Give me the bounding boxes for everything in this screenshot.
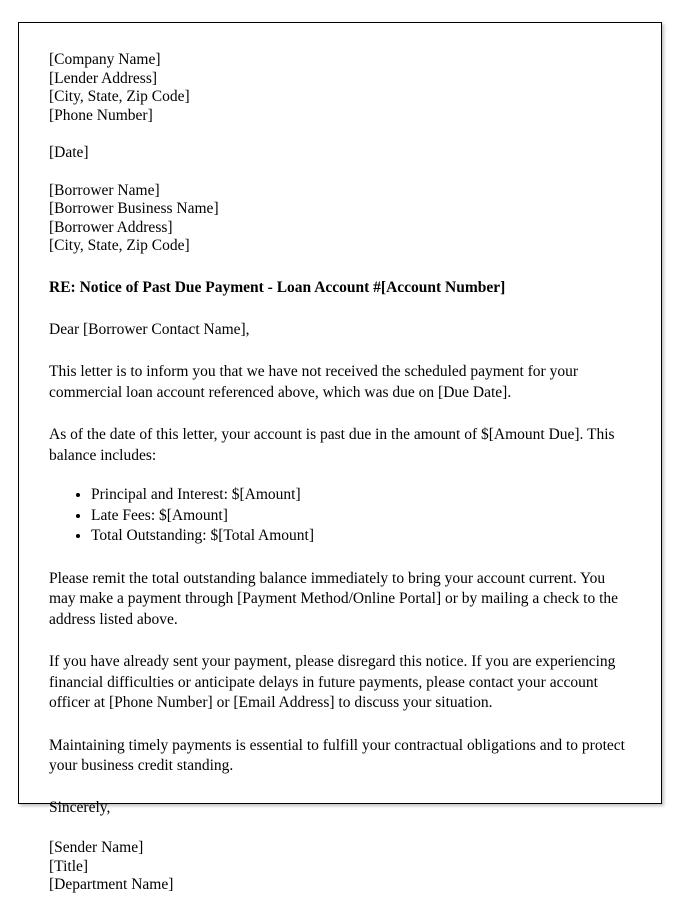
date-line: [Date] xyxy=(49,144,89,161)
spacer-after-sender xyxy=(49,125,635,144)
paragraph-1: This letter is to inform you that we have not received the scheduled payment for your commercial loan account referenced above, which was due on [Due Date]. xyxy=(49,363,578,401)
spacer-after-paragraph-4 xyxy=(49,714,635,736)
spacer-before-closing xyxy=(49,777,635,799)
borrower-business-name: [Borrower Business Name] xyxy=(49,200,219,217)
sender-city-state-zip: [City, State, Zip Code] xyxy=(49,88,190,105)
spacer-after-salutation xyxy=(49,340,635,362)
sender-company-name: [Company Name] xyxy=(49,51,161,68)
closing: Sincerely, xyxy=(49,798,111,816)
spacer-after-subject xyxy=(49,298,635,320)
sender-department-name: [Department Name] xyxy=(49,876,174,893)
sender-phone-number: [Phone Number] xyxy=(49,106,153,124)
spacer-after-closing xyxy=(49,817,635,839)
balance-breakdown-list xyxy=(49,485,635,547)
list-item: • Total Outstanding: $[Total Amount] xyxy=(91,526,635,547)
signature-block xyxy=(49,839,635,895)
spacer-after-date xyxy=(49,163,635,182)
spacer-after-paragraph-1 xyxy=(49,403,635,425)
borrower-city-state-zip: [City, State, Zip Code] xyxy=(49,237,190,254)
borrower-address: [Borrower Address] xyxy=(49,218,173,236)
spacer-after-paragraph-3 xyxy=(49,630,635,652)
sender-address-block xyxy=(49,51,635,125)
paragraph-4: If you have already sent your payment, please disregard this notice. If you are experiencing financial difficulties or anticipate delays in future payments, please contact your account officer at [Phone Number] or [Email Address] to discuss your situation. xyxy=(49,653,616,711)
spacer-before-bullets xyxy=(49,466,635,485)
spacer-after-bullets xyxy=(49,547,635,569)
spacer-before-subject xyxy=(49,256,635,278)
document-page xyxy=(18,22,662,893)
list-item: • Late Fees: $[Amount] xyxy=(91,506,635,527)
paragraph-2: As of the date of this letter, your account is past due in the amount of $[Amount Due]. This balance includes: xyxy=(49,426,615,464)
salutation: Dear [Borrower Contact Name], xyxy=(49,320,250,338)
subject-line: RE: Notice of Past Due Payment - Loan Account #[Account Number] xyxy=(49,278,506,296)
sender-address: [Lender Address] xyxy=(49,69,158,87)
letter-body xyxy=(49,51,635,895)
sender-name: [Sender Name] xyxy=(49,839,144,856)
paragraph-3: Please remit the total outstanding balance immediately to bring your account current. You may make a payment through [Payment Method/Online Portal] or by mailing a check to the address listed above. xyxy=(49,569,619,628)
borrower-name: [Borrower Name] xyxy=(49,181,160,199)
sender-title: [Title] xyxy=(49,857,89,875)
paragraph-5: Maintaining timely payments is essential to fulfill your contractual obligations and to protect your business credit standing. xyxy=(49,736,625,774)
list-item: • Principal and Interest: $[Amount] xyxy=(91,485,635,506)
recipient-address-block xyxy=(49,182,635,256)
